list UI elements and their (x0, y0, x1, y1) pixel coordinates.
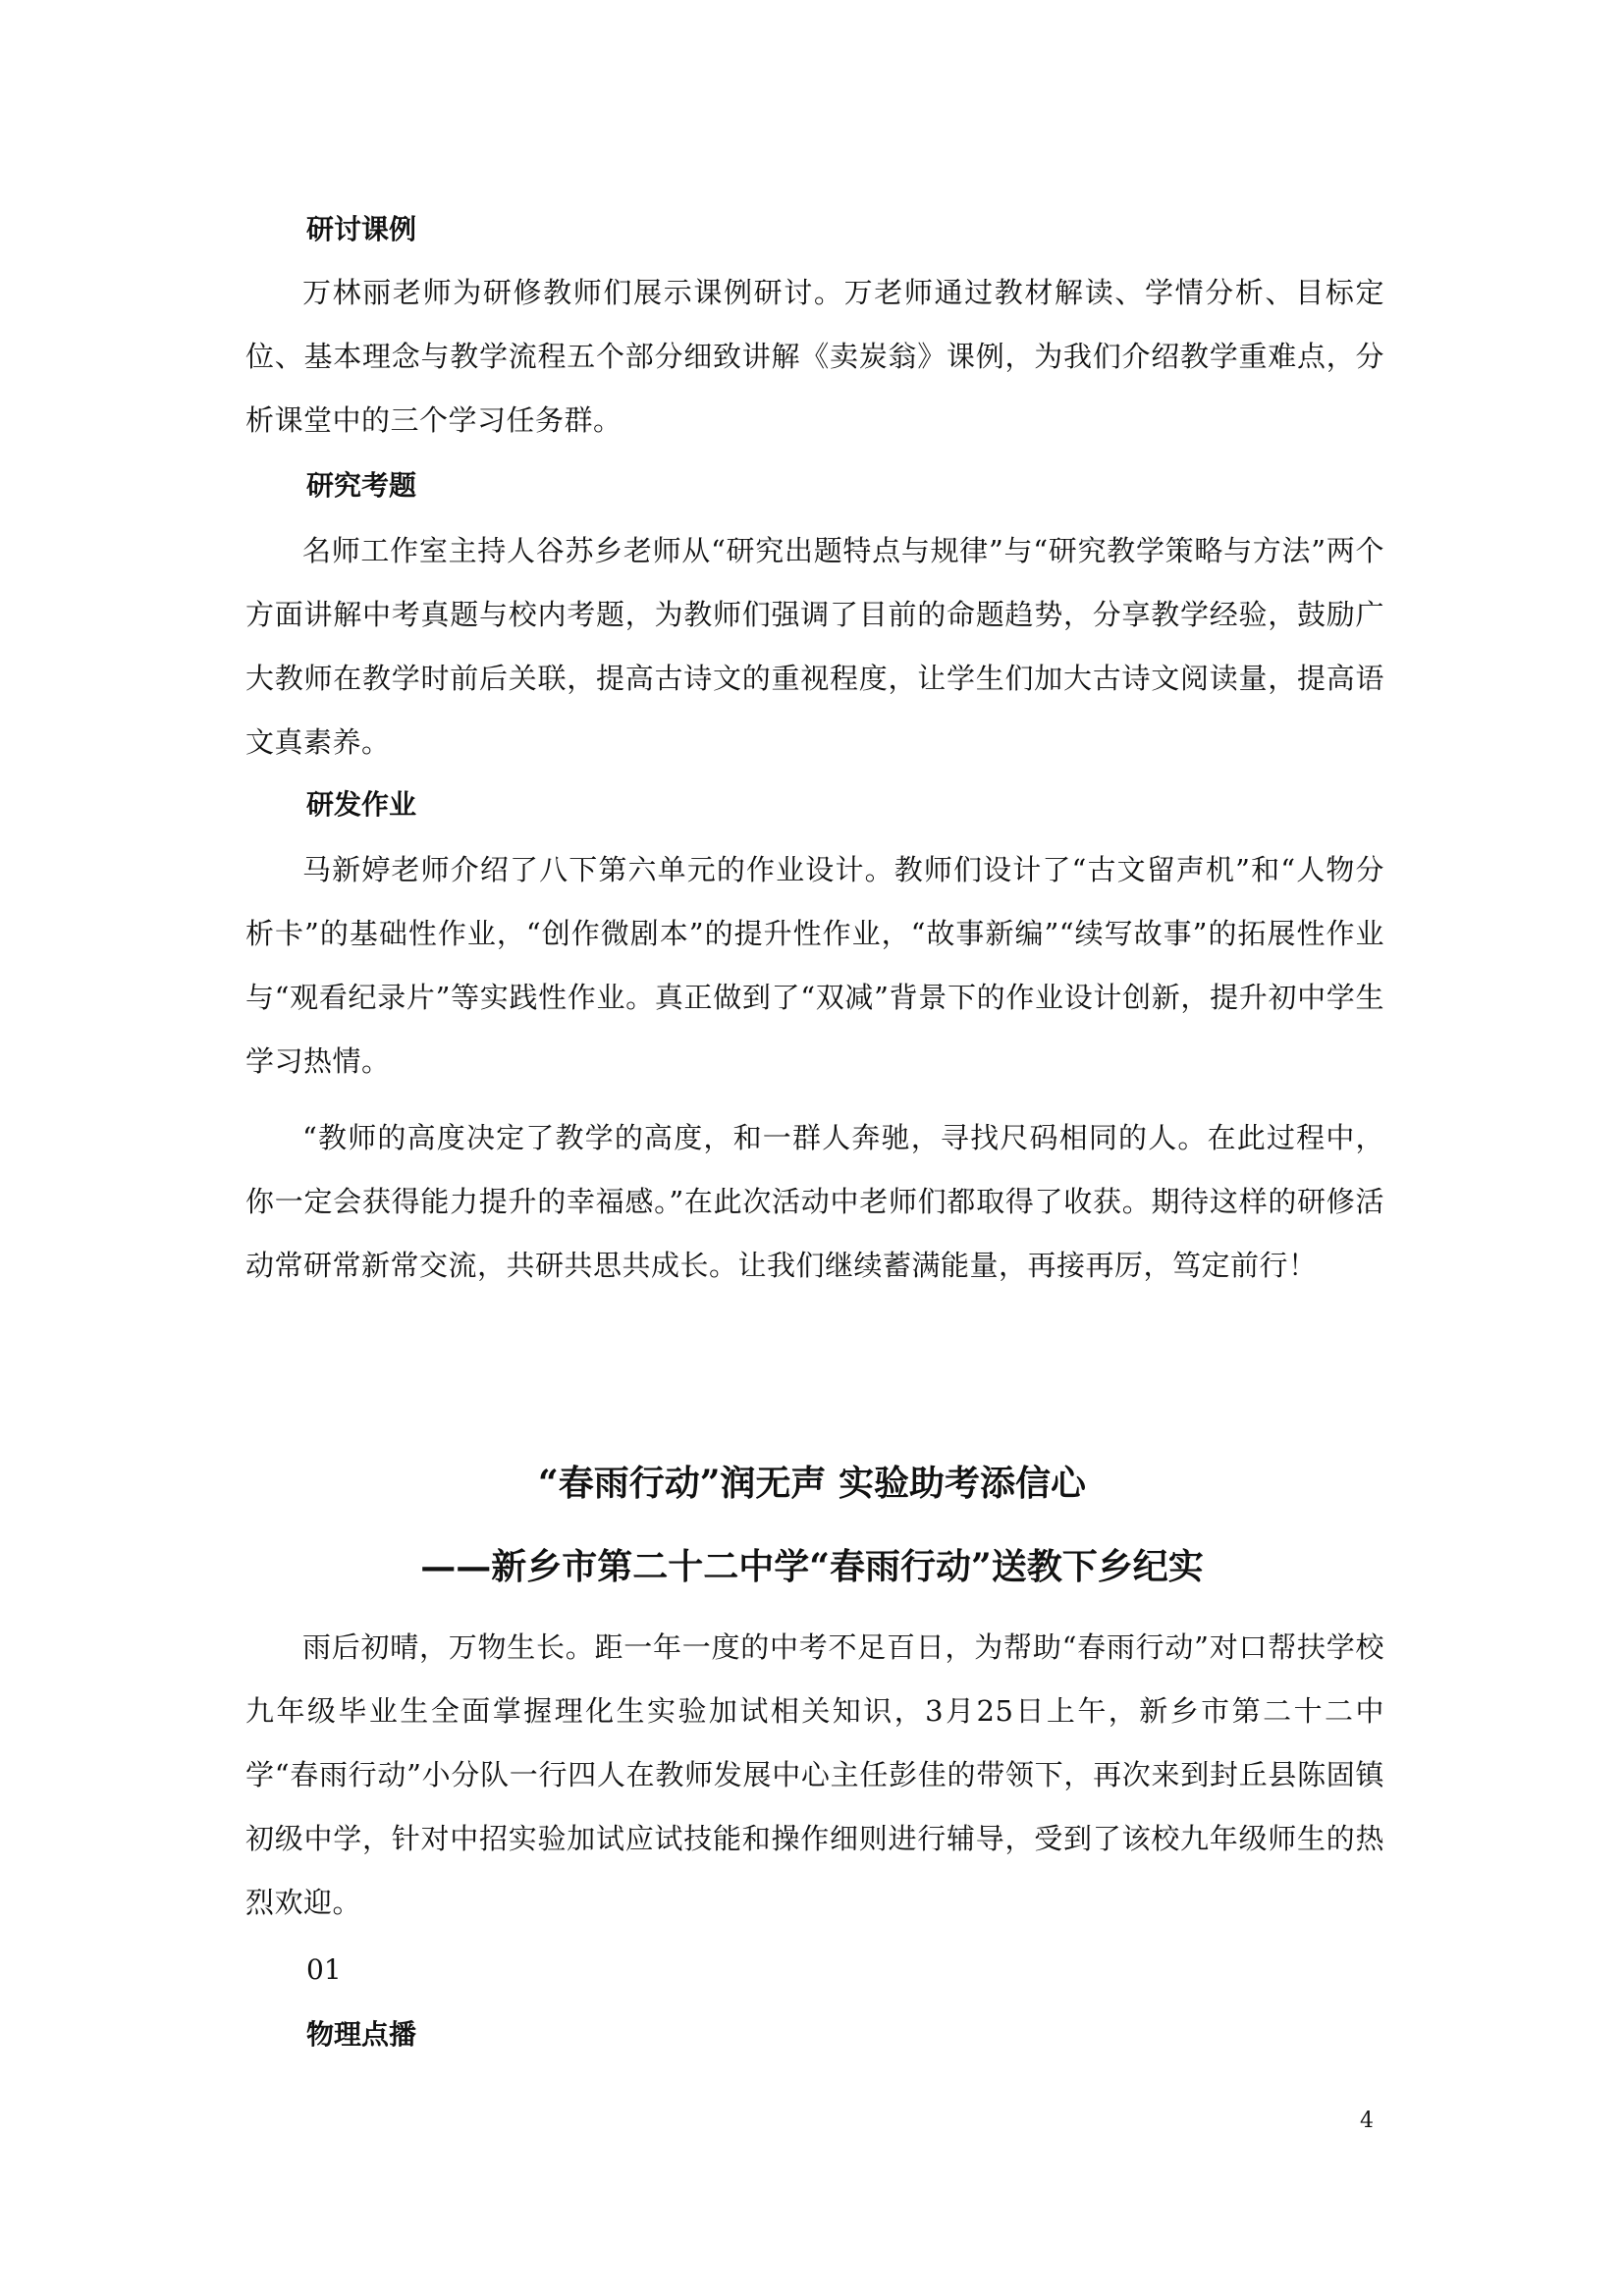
paragraph: “教师的高度决定了教学的高度，和一群人奔驰，寻找尺码相同的人。在此过程中，你一定会获得能力提升的幸福感。”在此次活动中老师们都取得了收获。期待这样的研修活动常研常新常交流，共研共思共成长。让我们继续蓄满能量，再接再厉，笃定前行！ (245, 1121, 1384, 1282)
section-research-lesson (245, 210, 1384, 249)
article-body (245, 1616, 1384, 1935)
paragraph: 名师工作室主持人谷苏乡老师从“研究出题特点与规律”与“研究教学策略与方法”两个方面讲解中考真题与校内考题，为教师们强调了目前的命题趋势，分享教学经验，鼓励广大教师在教学时前后关联，提高古诗文的重视程度，让学生们加大古诗文阅读量，提高语文真素养。 (245, 534, 1384, 759)
paragraph: 万林丽老师为研修教师们展示课例研讨。万老师通过教材解读、学情分析、目标定位、基本理念与教学流程五个部分细致讲解《卖炭翁》课例，为我们介绍教学重难点，分析课堂中的三个学习任务群。 (245, 276, 1384, 437)
section-develop-homework-body (245, 838, 1384, 1094)
section-heading: 研究考题 (306, 469, 417, 502)
section-heading: 研讨课例 (306, 213, 417, 245)
section-number: 01 (306, 1953, 342, 1986)
section-research-exam (245, 466, 1384, 506)
paragraph: 马新婷老师介绍了八下第六单元的作业设计。教师们设计了“古文留声机”和“人物分析卡”的基础性作业，“创作微剧本”的提升性作业，“故事新编”“续写故事”的拓展性作业与“观看纪录片”等实践性作业。真正做到了“双减”背景下的作业设计创新，提升初中学生学习热情。 (245, 853, 1384, 1078)
article-section-number-block (245, 1950, 1384, 1990)
section-develop-homework (245, 785, 1384, 825)
section-heading: 物理点播 (306, 2018, 417, 2051)
article-subtitle: ——新乡市第二十二中学“春雨行动”送教下乡纪实 (420, 1546, 1204, 1587)
article-title: “春雨行动”润无声 实验助考添信心 (538, 1463, 1086, 1504)
section-heading: 研发作业 (306, 788, 417, 821)
paragraph: 雨后初晴，万物生长。距一年一度的中考不足百日，为帮助“春雨行动”对口帮扶学校九年级毕业生全面掌握理化生实验加试相关知识，3月25日上午，新乡市第二十二中学“春雨行动”小分队一行四人在教师发展中心主任彭佳的带领下，再次来到封丘县陈固镇初级中学，针对中招实验加试应试技能和操作细则进行辅导，受到了该校九年级师生的热烈欢迎。 (245, 1630, 1384, 1919)
closing-section (245, 1106, 1384, 1298)
article-section-heading-block (245, 2015, 1384, 2055)
page-number: 4 (1360, 2109, 1374, 2133)
section-research-lesson-body (245, 261, 1384, 453)
section-research-exam-body (245, 519, 1384, 774)
